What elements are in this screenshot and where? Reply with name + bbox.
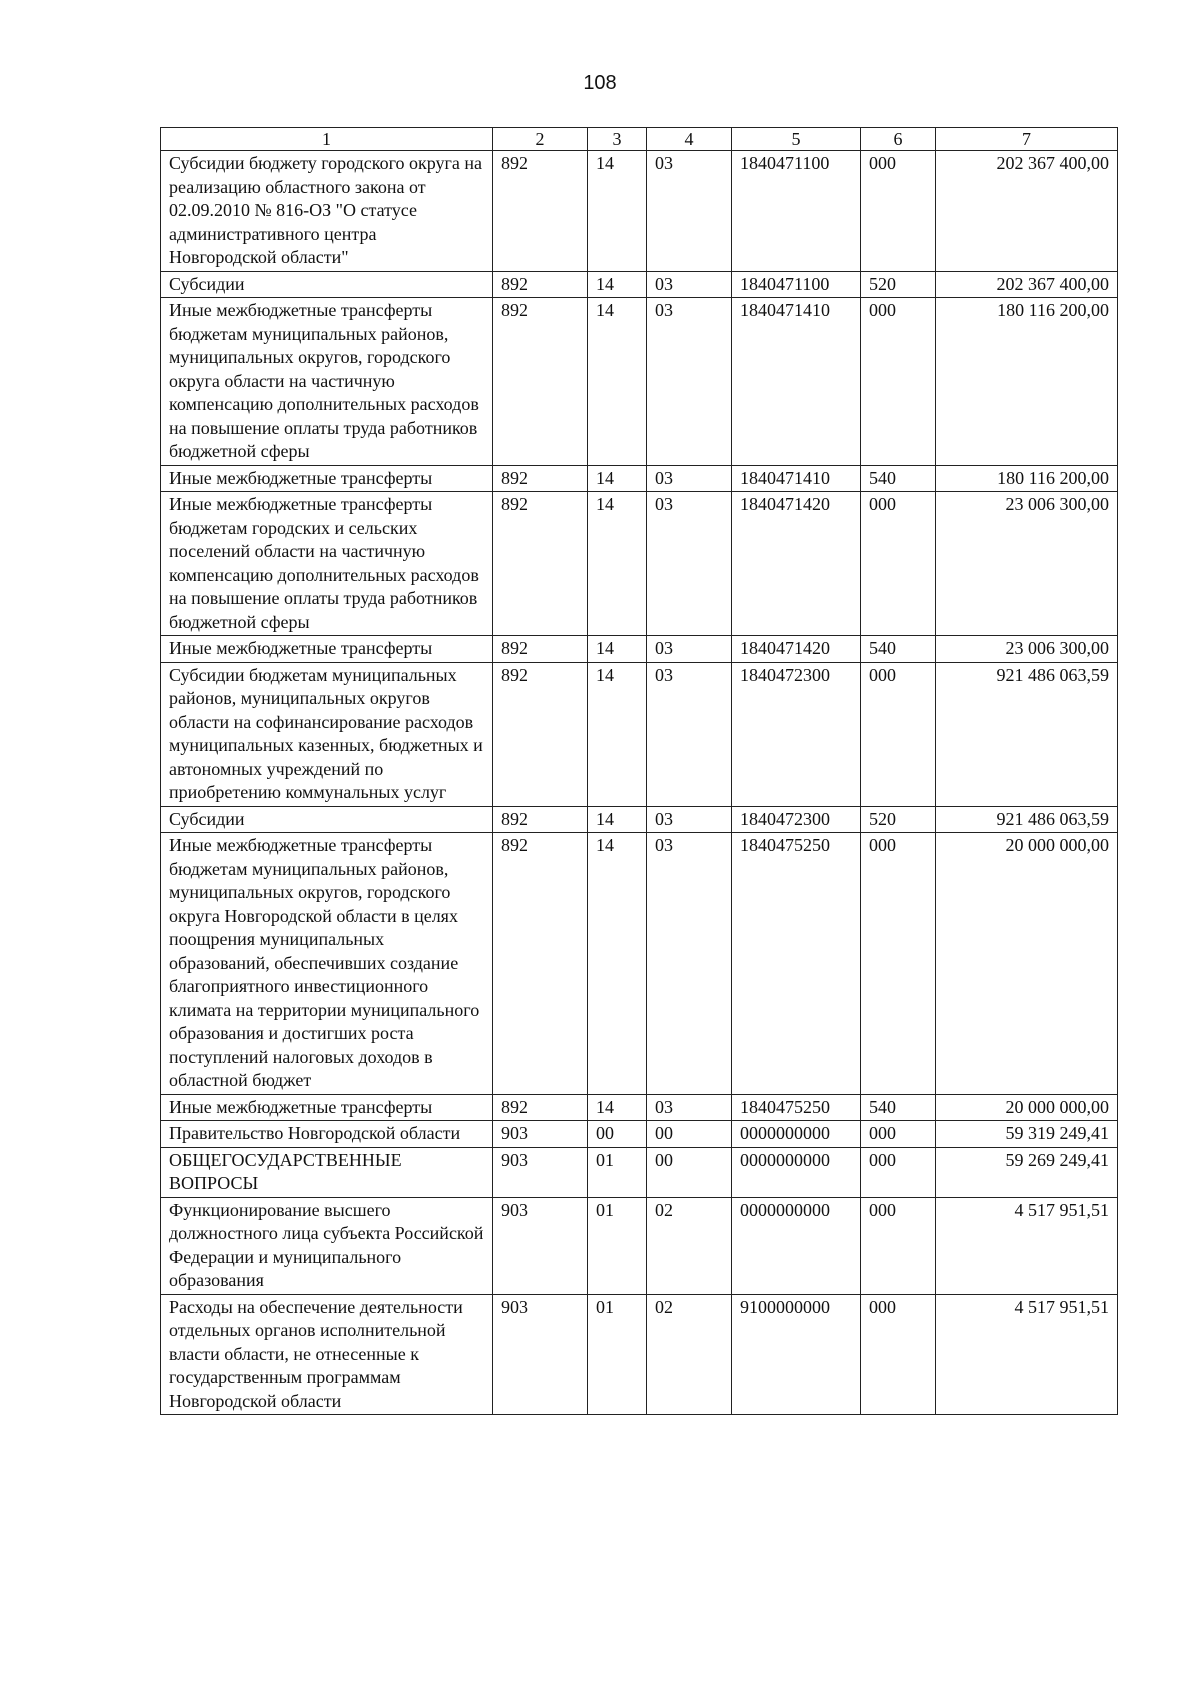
cell-ministry: 892 [493,662,588,806]
table-row [161,151,1118,272]
cell-name: Функционирование высшего должностного лица субъекта Российской Федерации и муниципального образования [161,1197,493,1294]
cell-name: Субсидии [161,806,493,833]
cell-target: 1840475250 [732,833,861,1095]
cell-name: Иные межбюджетные трансферты [161,465,493,492]
cell-amount: 20 000 000,00 [936,1094,1118,1121]
cell-amount: 180 116 200,00 [936,298,1118,466]
cell-subsection: 02 [647,1197,732,1294]
cell-target: 1840471420 [732,636,861,663]
cell-ministry: 892 [493,151,588,272]
cell-ministry: 892 [493,833,588,1095]
cell-ministry: 892 [493,492,588,636]
cell-name: Субсидии бюджетам муниципальных районов, муниципальных округов области на софинансирование расходов муниципальных казенных, бюджетных и автономных учреждений по приобретению коммунальных услуг [161,662,493,806]
cell-subsection: 03 [647,636,732,663]
table-row [161,662,1118,806]
cell-subsection: 03 [647,151,732,272]
cell-ministry: 892 [493,465,588,492]
cell-section: 01 [588,1294,647,1415]
cell-subsection: 03 [647,271,732,298]
cell-name: Субсидии бюджету городского округа на реализацию областного закона от 02.09.2010 № 816-ОЗ "О статусе административного центра Новгородской области" [161,151,493,272]
cell-target: 1840472300 [732,662,861,806]
cell-ministry: 903 [493,1147,588,1197]
cell-expense-type: 520 [861,806,936,833]
table-row [161,1147,1118,1197]
cell-subsection: 03 [647,806,732,833]
cell-expense-type: 520 [861,271,936,298]
cell-amount: 180 116 200,00 [936,465,1118,492]
cell-section: 14 [588,271,647,298]
cell-amount: 4 517 951,51 [936,1294,1118,1415]
cell-target: 1840475250 [732,1094,861,1121]
cell-section: 14 [588,298,647,466]
cell-expense-type: 540 [861,636,936,663]
table-row [161,1197,1118,1294]
cell-section: 14 [588,806,647,833]
cell-expense-type: 000 [861,833,936,1095]
cell-section: 14 [588,1094,647,1121]
cell-target: 9100000000 [732,1294,861,1415]
col-header-7: 7 [936,128,1118,151]
cell-name: Иные межбюджетные трансферты [161,636,493,663]
cell-amount: 59 319 249,41 [936,1121,1118,1148]
cell-name: Иные межбюджетные трансферты бюджетам муниципальных районов, муниципальных округов, городского округа Новгородской области в целях поощрения муниципальных образований, обеспечивших создание благоприятного инвестиционного климата на территории муниципального образования и достигших роста поступлений налоговых доходов в областной бюджет [161,833,493,1095]
table-row [161,492,1118,636]
cell-name: Правительство Новгородской области [161,1121,493,1148]
cell-subsection: 03 [647,298,732,466]
cell-subsection: 00 [647,1121,732,1148]
cell-target: 0000000000 [732,1197,861,1294]
col-header-3: 3 [588,128,647,151]
cell-expense-type: 000 [861,492,936,636]
col-header-1: 1 [161,128,493,151]
cell-ministry: 892 [493,806,588,833]
cell-subsection: 03 [647,492,732,636]
cell-amount: 20 000 000,00 [936,833,1118,1095]
cell-ministry: 903 [493,1121,588,1148]
cell-target: 1840471410 [732,298,861,466]
table-row [161,298,1118,466]
cell-ministry: 903 [493,1197,588,1294]
cell-name: Иные межбюджетные трансферты бюджетам муниципальных районов, муниципальных округов, городского округа области на частичную компенсацию дополнительных расходов на повышение оплаты труда работников бюджетной сферы [161,298,493,466]
cell-target: 0000000000 [732,1121,861,1148]
cell-name: ОБЩЕГОСУДАРСТВЕННЫЕ ВОПРОСЫ [161,1147,493,1197]
cell-name: Иные межбюджетные трансферты бюджетам городских и сельских поселений области на частичную компенсацию дополнительных расходов на повышение оплаты труда работников бюджетной сферы [161,492,493,636]
cell-subsection: 03 [647,1094,732,1121]
cell-target: 1840471420 [732,492,861,636]
cell-section: 14 [588,636,647,663]
cell-section: 14 [588,492,647,636]
cell-section: 14 [588,151,647,272]
cell-section: 14 [588,662,647,806]
cell-expense-type: 000 [861,298,936,466]
cell-expense-type: 000 [861,1197,936,1294]
cell-amount: 4 517 951,51 [936,1197,1118,1294]
cell-amount: 921 486 063,59 [936,806,1118,833]
cell-ministry: 903 [493,1294,588,1415]
cell-expense-type: 000 [861,1121,936,1148]
header-row [161,128,1118,151]
table-row [161,465,1118,492]
cell-ministry: 892 [493,271,588,298]
cell-section: 01 [588,1197,647,1294]
col-header-5: 5 [732,128,861,151]
cell-amount: 23 006 300,00 [936,492,1118,636]
cell-amount: 921 486 063,59 [936,662,1118,806]
cell-ministry: 892 [493,298,588,466]
cell-target: 0000000000 [732,1147,861,1197]
col-header-4: 4 [647,128,732,151]
cell-amount: 202 367 400,00 [936,271,1118,298]
cell-subsection: 03 [647,833,732,1095]
cell-section: 14 [588,833,647,1095]
cell-subsection: 02 [647,1294,732,1415]
cell-ministry: 892 [493,636,588,663]
cell-section: 14 [588,465,647,492]
col-header-2: 2 [493,128,588,151]
table-row [161,1094,1118,1121]
cell-expense-type: 000 [861,151,936,272]
cell-subsection: 03 [647,465,732,492]
cell-amount: 23 006 300,00 [936,636,1118,663]
cell-expense-type: 540 [861,465,936,492]
cell-expense-type: 000 [861,1147,936,1197]
table-row [161,806,1118,833]
col-header-6: 6 [861,128,936,151]
cell-target: 1840471410 [732,465,861,492]
cell-section: 00 [588,1121,647,1148]
cell-ministry: 892 [493,1094,588,1121]
cell-target: 1840471100 [732,271,861,298]
cell-target: 1840472300 [732,806,861,833]
cell-amount: 59 269 249,41 [936,1147,1118,1197]
cell-section: 01 [588,1147,647,1197]
page-number: 108 [583,72,617,94]
table-row [161,1121,1118,1148]
cell-name: Иные межбюджетные трансферты [161,1094,493,1121]
budget-table [160,127,1118,1415]
cell-name: Субсидии [161,271,493,298]
cell-amount: 202 367 400,00 [936,151,1118,272]
table-row [161,271,1118,298]
cell-subsection: 03 [647,662,732,806]
table-row [161,833,1118,1095]
cell-expense-type: 000 [861,662,936,806]
cell-expense-type: 000 [861,1294,936,1415]
table-row [161,1294,1118,1415]
cell-expense-type: 540 [861,1094,936,1121]
table-body [161,151,1118,1415]
cell-subsection: 00 [647,1147,732,1197]
cell-target: 1840471100 [732,151,861,272]
table-row [161,636,1118,663]
cell-name: Расходы на обеспечение деятельности отдельных органов исполнительной власти области, не отнесенные к государственным программам Новгородской области [161,1294,493,1415]
